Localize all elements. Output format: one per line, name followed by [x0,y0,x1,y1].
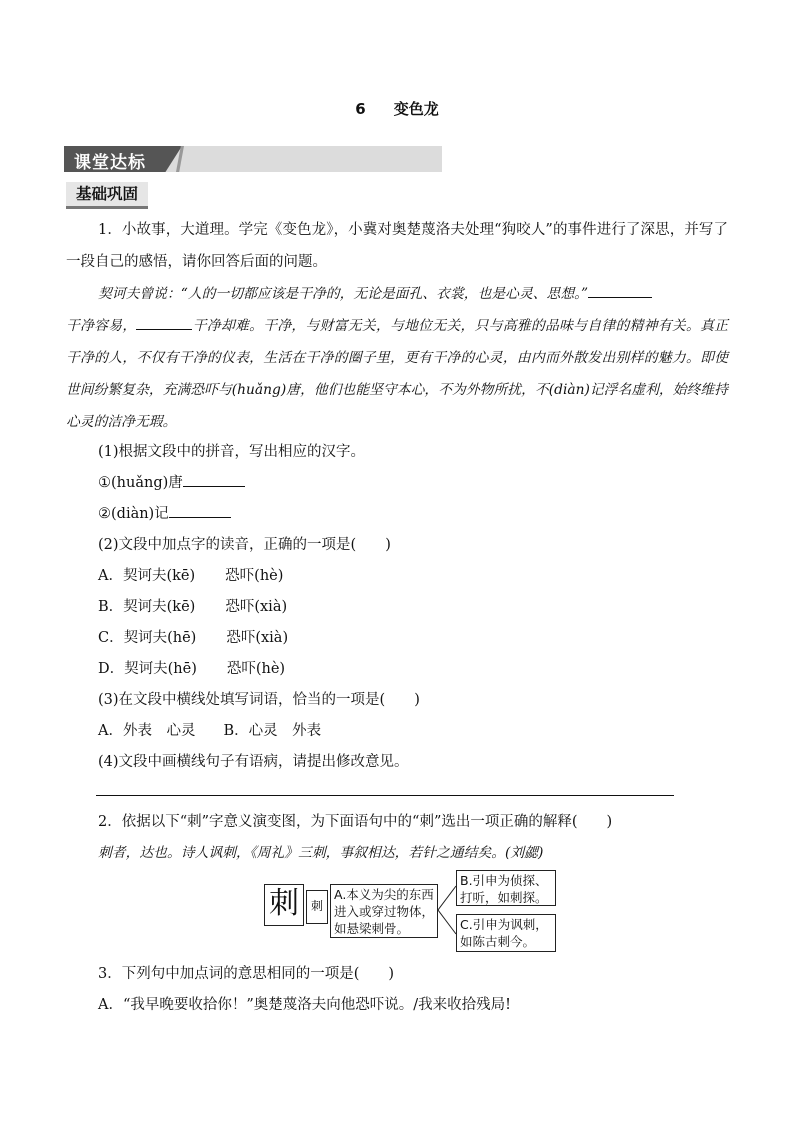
q1-passage [66,278,728,310]
q1-sub4: (4)文段中画横线句子有语病，请提出修改意见。 [98,754,409,770]
q3-intro: 3．下列句中加点词的意思相同的一项是( ) [98,966,395,982]
subsection-heading: 基础巩固 [66,182,148,209]
passage-blank-2 [136,315,192,330]
q2-quote: 刺者，达也。诗人讽刺，《周礼》三刺，事叙相达，若针之通结矣。(刘勰) [98,845,544,861]
q1-sub1a: ①(huǎng)唐 [98,471,245,492]
passage-text-1: 干净容易， [66,318,137,334]
section-banner-label: 课堂达标 [74,153,146,173]
q1-sub1b: ②(diàn)记 [98,502,231,523]
answer-blank-1b[interactable] [169,503,231,518]
seal-script-char: 刺 [264,884,304,926]
diagram-arrows [438,870,458,952]
answer-line[interactable] [96,795,674,796]
q3-opt-a: A．“我早晚要收拾你！”奥楚蔑洛夫向他恐吓说。/我来收拾残局! [98,997,512,1013]
q1-sub2-opt-d: D．契诃夫(hē) 恐吓(hè) [98,661,286,677]
q1-sub2-opt-c: C．契诃夫(hē) 恐吓(xià) [98,630,289,646]
passage-text-2: 干净却难。干净，与财富无关，与地位无关，只与高雅的品味与自律的精神有关。真正干净的人，不仅有干净的仪表，生活在干净的圈子里，更有干净的心灵，由内而外散发出别样的魅力。即使世间纷繁复杂，充满恐吓与(huǎng)唐，他们也能坚守本心，不为外物所扰，不(diàn)记浮名虚利，始终维持心灵的洁净无瑕。 [66,318,729,430]
section-banner [64,146,442,172]
q1-sub2: (2)文段中加点字的读音，正确的一项是( ) [98,537,391,553]
diagram-box-b: B.引申为侦探、打听，如刺探。 [456,870,556,906]
q1-intro: 1．小故事，大道理。学完《变色龙》，小冀对奥楚蔑洛夫处理“狗咬人”的事件进行了深思，并写了一段自己的感悟，请你回答后面的问题。 [66,222,728,270]
q1-sub2-opt-b: B．契诃夫(kē) 恐吓(xià) [98,599,288,615]
page-title [0,98,794,119]
passage-blank-1 [588,283,652,298]
q1-sub3: (3)在文段中横线处填写词语，恰当的一项是( ) [98,692,420,708]
passage-quote: 契诃夫曾说：“人的一切都应该是干净的，无论是面孔、衣裳，也是心灵、思想。” [98,286,589,302]
q2-intro: 2．依据以下“刺”字意义演变图，为下面语句中的“刺”选出一项正确的解释( ) [98,814,613,830]
ci-evolution-diagram [264,870,560,952]
q1-sub2-opt-a: A．契诃夫(kē) 恐吓(hè) [98,568,284,584]
answer-blank-1a[interactable] [183,472,245,487]
diagram-box-c: C.引申为讽刺，如陈古刺今。 [456,914,556,952]
q1-sub3-opts: A．外表 心灵 B．心灵 外表 [98,723,322,739]
q1-passage-cont [66,310,728,438]
lesson-title: 变色龙 [393,100,439,118]
q1-sub1: (1)根据文段中的拼音，写出相应的汉字。 [98,444,366,460]
lesson-number: 6 [355,100,366,118]
diagram-box-a: A.本义为尖的东西进入或穿过物体，如悬梁刺骨。 [330,884,438,938]
modern-char: 刺 [306,890,328,924]
